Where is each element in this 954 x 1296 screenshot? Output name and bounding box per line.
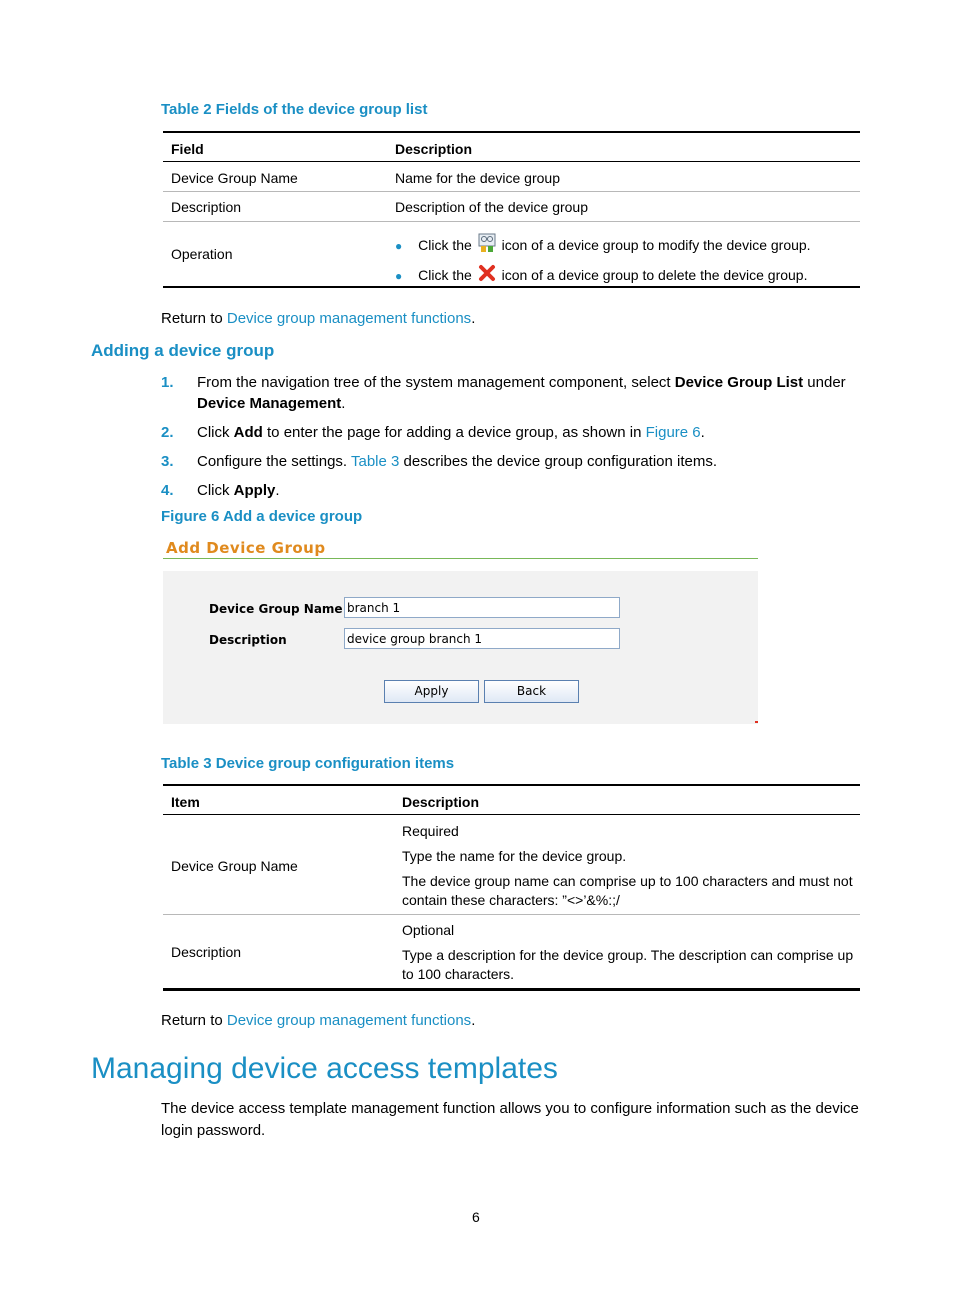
table2-row1-desc: Name for the device group	[395, 170, 560, 186]
table3-row1-desc: Type the name for the device group.	[402, 848, 627, 864]
bullet1-text-post: icon of a device group to modify the device group.	[501, 237, 811, 253]
step-text: Click	[197, 482, 234, 499]
bullet2-text-post: icon of a device group to delete the device group.	[501, 267, 808, 283]
table2-row3-field: Operation	[171, 246, 233, 262]
return-line	[161, 310, 475, 327]
back-button[interactable]: Back	[484, 680, 579, 703]
step-bold: Add	[233, 424, 263, 441]
table2-row2-field: Description	[171, 199, 242, 215]
table3-row2-desc-line1: Type a description for the device group. The description can comprise up	[402, 947, 854, 963]
table2-header-description: Description	[395, 141, 473, 157]
bullet-icon: ●	[395, 269, 403, 283]
return-suffix: .	[471, 1012, 476, 1029]
table3-row2-item: Description	[171, 944, 242, 960]
table2-row2-desc: Description of the device group	[395, 199, 588, 215]
steps-list	[161, 372, 861, 509]
return-prefix: Return to	[161, 1012, 227, 1029]
device-group-management-link[interactable]: Device group management functions	[226, 310, 472, 327]
step-text: .	[700, 424, 705, 441]
table3-row1-note-line2: contain these characters: ”<>’&%:;/	[402, 892, 620, 908]
step-bold: Device Group List	[674, 374, 804, 391]
page-number: 6	[472, 1209, 480, 1225]
figure-title: Add Device Group	[166, 539, 326, 557]
table3-top-rule	[163, 784, 860, 786]
table3-row1-note-line1: The device group name can comprise up to 100 characters and must not	[402, 873, 853, 889]
table2-row-divider	[163, 191, 860, 192]
step-item	[161, 372, 861, 414]
table3-row2-optional: Optional	[402, 922, 455, 938]
step-number: 2.	[161, 424, 174, 441]
chapter-title: Managing device access templates	[91, 1052, 558, 1085]
table3-row2-desc-line2: to 100 characters.	[402, 966, 515, 982]
figure6-caption: Figure 6 Add a device group	[161, 508, 363, 525]
chapter-paragraph-line2: login password.	[161, 1122, 266, 1139]
step-bold: Apply	[233, 482, 276, 499]
step-number: 1.	[161, 374, 174, 391]
device-group-management-link[interactable]: Device group management functions	[226, 1012, 472, 1029]
description-input[interactable]: device group branch 1	[344, 628, 620, 649]
table2-header-rule	[163, 161, 860, 162]
step-text: Configure the settings.	[197, 453, 351, 470]
table3-row1-item: Device Group Name	[171, 858, 298, 874]
return-prefix: Return to	[161, 310, 227, 327]
table2-operation-bullet2	[395, 264, 807, 283]
table3-bottom-rule	[163, 988, 860, 991]
figure-corner-mark	[755, 721, 758, 723]
table2-row-divider	[163, 221, 860, 222]
table3-header-description: Description	[402, 794, 480, 810]
table2-bottom-rule	[163, 286, 860, 288]
step-item	[161, 451, 861, 472]
step-text: .	[275, 482, 280, 499]
step-item	[161, 422, 861, 443]
figure6-link[interactable]: Figure 6	[645, 424, 701, 441]
bullet2-text-pre: Click the	[418, 267, 472, 283]
table3-header-rule	[163, 814, 860, 815]
figure-form-panel	[163, 571, 758, 724]
step-number: 3.	[161, 453, 174, 470]
section-heading: Adding a device group	[91, 341, 275, 360]
table3-caption: Table 3 Device group configuration items	[161, 755, 455, 772]
step-bold: Device Management	[197, 395, 342, 412]
step-text: to enter the page for adding a device group, as shown in	[262, 424, 646, 441]
figure-title-rule	[163, 558, 758, 559]
apply-button[interactable]: Apply	[384, 680, 479, 703]
step-text: From the navigation tree of the system management component, select	[197, 374, 675, 391]
table2-row1-field: Device Group Name	[171, 170, 298, 186]
step-text: Click	[197, 424, 234, 441]
bullet1-text-pre: Click the	[418, 237, 472, 253]
bullet-icon: ●	[395, 239, 403, 253]
step-text: describes the device group configuration items.	[399, 453, 718, 470]
step-item	[161, 480, 861, 501]
step-text: .	[341, 395, 346, 412]
device-group-name-label: Device Group Name	[209, 602, 343, 616]
return-suffix: .	[471, 310, 476, 327]
table3-link[interactable]: Table 3	[350, 453, 400, 470]
modify-icon	[478, 233, 496, 253]
description-label: Description	[209, 633, 287, 647]
table3-header-item: Item	[171, 794, 200, 810]
table2-header-field: Field	[171, 141, 204, 157]
table3-row-divider	[163, 914, 860, 915]
device-group-name-input[interactable]: branch 1	[344, 597, 620, 618]
chapter-paragraph-line1: The device access template management function allows you to configure information such as the device	[161, 1100, 859, 1117]
return-line	[161, 1012, 475, 1029]
table2-operation-bullet1	[395, 233, 811, 253]
delete-icon	[478, 264, 496, 282]
step-text: under	[803, 374, 846, 391]
table2-caption: Table 2 Fields of the device group list	[161, 101, 428, 118]
step-number: 4.	[161, 482, 174, 499]
table3-row1-required: Required	[402, 823, 459, 839]
table2-top-rule	[163, 131, 860, 133]
